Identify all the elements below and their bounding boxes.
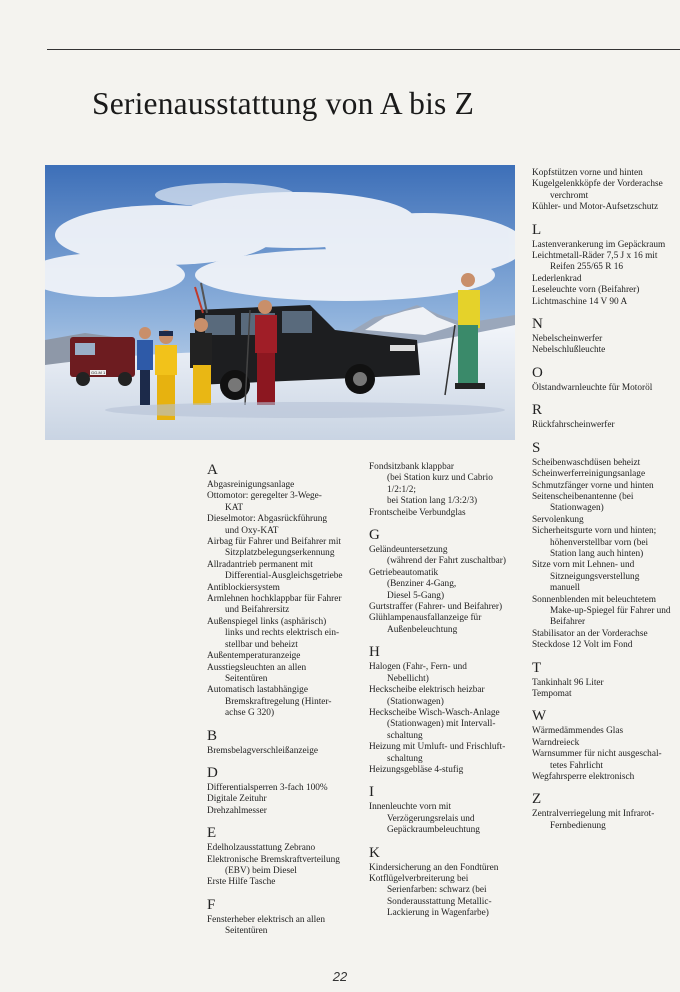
equipment-item-line: Gurtstraffer (Fahrer- und Beifahrer) bbox=[369, 602, 503, 613]
equipment-item bbox=[532, 689, 680, 700]
equipment-item-line: verchromt bbox=[550, 190, 589, 201]
equipment-item-line: Elektronische Bremskraftverteilung bbox=[207, 854, 340, 865]
section-letter: L bbox=[532, 221, 542, 238]
equipment-item bbox=[369, 462, 519, 508]
equipment-item-line: Kugelgelenkköpfe der Vorderachse bbox=[532, 179, 663, 190]
equipment-item bbox=[532, 469, 680, 480]
equipment-item-line: 1/2:1/2; bbox=[387, 484, 416, 495]
equipment-item-line: und Beifahrersitz bbox=[225, 605, 290, 616]
equipment-item bbox=[207, 560, 359, 583]
top-rule bbox=[47, 49, 680, 50]
section-letter: A bbox=[207, 462, 218, 478]
equipment-item-line: (EBV) beim Diesel bbox=[225, 865, 297, 876]
equipment-item-line: Heizung mit Umluft- und Frischluft- bbox=[369, 742, 506, 753]
equipment-item bbox=[532, 274, 680, 285]
equipment-item-line: Armlehnen hochklappbar für Fahrer bbox=[207, 594, 342, 605]
equipment-item bbox=[207, 855, 359, 878]
equipment-item-line: Kühler- und Motor-Aufsetzschutz bbox=[532, 202, 659, 213]
equipment-item bbox=[532, 749, 680, 772]
equipment-item bbox=[532, 420, 680, 431]
equipment-item-line: Scheinwerferreinigungsanlage bbox=[532, 469, 646, 480]
equipment-item-line: Differentialsperren 3-fach 100% bbox=[207, 782, 328, 793]
equipment-item-line: Differential-Ausgleichsgetriebe bbox=[225, 571, 343, 582]
section-letter: Z bbox=[532, 791, 542, 808]
equipment-item bbox=[532, 179, 680, 202]
van-plate: GG-M 1 bbox=[91, 370, 106, 375]
equipment-item-line: Kotflügelverbreiterung bei bbox=[369, 873, 469, 884]
equipment-item-line: Verzögerungsrelais und bbox=[387, 813, 475, 824]
section-letter: O bbox=[532, 364, 543, 381]
equipment-item-line: Diesel 5-Gang) bbox=[387, 590, 445, 601]
equipment-item bbox=[532, 251, 680, 274]
page-title: Serienausstattung von A bis Z bbox=[92, 86, 475, 121]
equipment-item-line: Gepäckraumbeleuchtung bbox=[387, 825, 480, 836]
equipment-item-line: Servolenkung bbox=[532, 514, 584, 525]
equipment-item-line: Außentemperaturanzeige bbox=[207, 651, 301, 662]
section-letter: T bbox=[532, 659, 542, 676]
equipment-item bbox=[532, 772, 680, 783]
equipment-item-line: Ausstiegsleuchten an allen bbox=[207, 662, 307, 673]
equipment-item bbox=[207, 617, 359, 651]
equipment-item-line: Lackierung in Wagenfarbe) bbox=[387, 908, 489, 919]
column-middle bbox=[369, 462, 519, 920]
equipment-item bbox=[207, 794, 359, 805]
equipment-item-line: Serienfarben: schwarz (bei bbox=[387, 885, 487, 896]
equipment-item-line: Warnsummer für nicht ausgeschal- bbox=[532, 749, 662, 760]
equipment-item-line: Heckscheibe Wisch-Wasch-Anlage bbox=[369, 707, 500, 718]
equipment-item-line: Kindersicherung an den Fondtüren bbox=[369, 862, 499, 873]
equipment-item-line: schaltung bbox=[387, 753, 423, 764]
section-letter: K bbox=[369, 844, 380, 861]
equipment-item bbox=[207, 685, 359, 719]
equipment-item-line: Sicherheitsgurte vorn und hinten; bbox=[532, 526, 657, 537]
equipment-item bbox=[207, 877, 359, 888]
equipment-item-line: Seitentüren bbox=[225, 926, 268, 937]
equipment-item bbox=[532, 334, 680, 345]
equipment-item bbox=[532, 629, 680, 640]
equipment-item-line: Tempomat bbox=[532, 689, 572, 699]
equipment-item-line: Zentralverriegelung mit Infrarot- bbox=[532, 809, 655, 820]
equipment-item-line: Sitze vorn mit Lehnen- und bbox=[532, 560, 635, 571]
equipment-item-line: Drehzahlmesser bbox=[207, 805, 267, 816]
equipment-item-line: Automatisch lastabhängige bbox=[207, 685, 308, 696]
equipment-item bbox=[369, 863, 519, 874]
equipment-item-line: Reifen 255/65 R 16 bbox=[550, 262, 624, 273]
equipment-item bbox=[207, 915, 359, 938]
equipment-item-line: Heckscheibe elektrisch heizbar bbox=[369, 685, 485, 696]
equipment-item bbox=[532, 383, 680, 394]
equipment-item-line: Erste Hilfe Tasche bbox=[207, 877, 276, 888]
section-letter: D bbox=[207, 764, 218, 781]
equipment-item-line: KAT bbox=[225, 502, 244, 513]
equipment-item-line: Ottomotor: geregelter 3-Wege- bbox=[207, 491, 322, 502]
equipment-item-line: Heizungsgebläse 4-stufig bbox=[369, 764, 464, 775]
equipment-item bbox=[207, 651, 359, 662]
equipment-item-line: Abgasreinigungsanlage bbox=[207, 480, 295, 490]
equipment-item-line: Nebelscheinwerfer bbox=[532, 334, 603, 345]
equipment-item bbox=[532, 678, 680, 689]
equipment-item-line: bei Station lang 1/3:2/3) bbox=[387, 496, 478, 507]
section-letter: S bbox=[532, 439, 541, 456]
equipment-item bbox=[207, 783, 359, 794]
equipment-item bbox=[532, 297, 680, 308]
equipment-item bbox=[369, 602, 519, 613]
equipment-item-line: Lederlenkrad bbox=[532, 273, 582, 284]
equipment-item-line: Seitentüren bbox=[225, 673, 268, 684]
section-letter: I bbox=[369, 784, 374, 801]
equipment-item-line: Sitzneigungsverstellung bbox=[550, 571, 640, 582]
equipment-item bbox=[532, 595, 680, 629]
equipment-item-line: Seitenscheibenantenne (bei bbox=[532, 491, 634, 502]
equipment-item-line: (Stationwagen) mit Intervall- bbox=[387, 719, 496, 730]
equipment-item bbox=[369, 613, 519, 636]
equipment-item-line: Sonnenblenden mit beleuchtetem bbox=[532, 594, 656, 605]
equipment-item-line: Allradantrieb permanent mit bbox=[207, 559, 313, 570]
equipment-item bbox=[207, 663, 359, 686]
equipment-item bbox=[532, 202, 680, 213]
column-left bbox=[207, 462, 359, 938]
equipment-item bbox=[532, 285, 680, 296]
photo-skiers-gelaendewagen bbox=[45, 165, 515, 440]
equipment-item-line: Leseleuchte vorn (Beifahrer) bbox=[532, 285, 640, 296]
equipment-item-line: Geländeuntersetzung bbox=[369, 545, 448, 556]
equipment-item-line: Innenleuchte vorn mit bbox=[369, 802, 452, 813]
equipment-item-line: manuell bbox=[550, 583, 580, 594]
equipment-item-line: tetes Fahrlicht bbox=[550, 760, 603, 771]
equipment-item-line: Antiblockiersystem bbox=[207, 582, 280, 593]
equipment-item bbox=[207, 480, 359, 491]
equipment-item bbox=[532, 640, 680, 651]
equipment-item bbox=[532, 738, 680, 749]
shadows bbox=[105, 402, 505, 418]
equipment-item bbox=[532, 492, 680, 515]
equipment-item-line: Station lang auch hinten) bbox=[550, 548, 644, 559]
equipment-item-line: Digitale Zeituhr bbox=[207, 794, 267, 805]
equipment-item-line: Fernbedienung bbox=[550, 820, 606, 831]
equipment-item bbox=[369, 765, 519, 776]
equipment-item-line: Sitzplatzbelegungserkennung bbox=[225, 548, 335, 559]
equipment-item bbox=[369, 708, 519, 742]
equipment-item-line: Edelholzausstattung Zebrano bbox=[207, 843, 316, 854]
equipment-item-line: Tankinhalt 96 Liter bbox=[532, 677, 604, 688]
equipment-item-line: Nebellicht) bbox=[387, 673, 429, 684]
section-letter: R bbox=[532, 402, 543, 419]
equipment-item bbox=[532, 809, 680, 832]
equipment-item-line: stellbar und beheizt bbox=[225, 639, 298, 650]
equipment-item bbox=[207, 594, 359, 617]
equipment-item-line: Beifahrer bbox=[550, 617, 586, 628]
equipment-item bbox=[369, 508, 519, 519]
section-letter: H bbox=[369, 644, 380, 661]
equipment-item-line: (Benziner 4-Gang, bbox=[387, 579, 457, 590]
equipment-item-line: (bei Station kurz und Cabrio bbox=[387, 473, 493, 484]
page-number: 22 bbox=[332, 969, 348, 984]
equipment-item-line: Fensterheber elektrisch an allen bbox=[207, 914, 325, 925]
equipment-item-line: Getriebeautomatik bbox=[369, 567, 439, 578]
equipment-item-line: Stationwagen) bbox=[550, 503, 604, 514]
section-letter: N bbox=[532, 316, 543, 333]
equipment-item bbox=[532, 168, 680, 179]
equipment-item bbox=[207, 491, 359, 514]
equipment-item-line: Außenbeleuchtung bbox=[387, 624, 458, 635]
equipment-item-line: Airbag für Fahrer und Beifahrer mit bbox=[207, 537, 341, 548]
equipment-item bbox=[207, 583, 359, 594]
equipment-item-line: (Stationwagen) bbox=[387, 696, 444, 707]
equipment-item-line: links und rechts elektrisch ein- bbox=[225, 628, 340, 639]
equipment-item bbox=[369, 874, 519, 920]
section-letter: E bbox=[207, 825, 217, 842]
section-letter: G bbox=[369, 527, 380, 544]
equipment-item-line: Außenspiegel links (asphärisch) bbox=[207, 616, 327, 627]
equipment-item-line: Steckdose 12 Volt im Fond bbox=[532, 640, 633, 651]
equipment-item bbox=[532, 345, 680, 356]
equipment-item-line: (während der Fahrt zuschaltbar) bbox=[387, 556, 506, 567]
equipment-item-line: Stabilisator an der Vorderachse bbox=[532, 628, 648, 639]
equipment-item bbox=[532, 726, 680, 737]
equipment-item-line: Fondsitzbank klappbar bbox=[369, 462, 454, 472]
section-letter: W bbox=[532, 708, 547, 725]
equipment-item-line: Kopfstützen vorne und hinten bbox=[532, 168, 643, 178]
equipment-item-line: höhenverstellbar vorn (bei bbox=[550, 537, 649, 548]
equipment-item bbox=[532, 526, 680, 560]
equipment-item bbox=[369, 568, 519, 602]
equipment-item bbox=[369, 685, 519, 708]
equipment-item-line: Schmutzfänger vorne und hinten bbox=[532, 480, 654, 491]
equipment-item-line: Ölstandwarnleuchte für Motoröl bbox=[532, 382, 653, 393]
equipment-item-line: schaltung bbox=[387, 730, 423, 741]
equipment-item-line: Scheibenwaschdüsen beheizt bbox=[532, 457, 641, 468]
column-right bbox=[532, 168, 680, 832]
equipment-item-line: achse G 320) bbox=[225, 708, 275, 719]
equipment-item-line: Dieselmotor: Abgasrückführung bbox=[207, 514, 328, 525]
equipment-item-line: Sonderausstattung Metallic- bbox=[387, 896, 492, 907]
equipment-item bbox=[369, 545, 519, 568]
equipment-item-line: Glühlampenausfallanzeige für bbox=[369, 613, 482, 624]
equipment-item-line: Bremskraftregelung (Hinter- bbox=[225, 696, 332, 707]
equipment-item-line: Rückfahrscheinwerfer bbox=[532, 420, 615, 431]
equipment-item bbox=[369, 802, 519, 836]
equipment-item-line: Frontscheibe Verbundglas bbox=[369, 507, 466, 518]
equipment-item bbox=[207, 746, 359, 757]
equipment-item bbox=[369, 742, 519, 765]
equipment-item-line: Halogen (Fahr-, Fern- und bbox=[369, 662, 467, 673]
section-letter: B bbox=[207, 727, 218, 744]
equipment-item bbox=[532, 515, 680, 526]
equipment-item bbox=[207, 537, 359, 560]
equipment-item-line: Lichtmaschine 14 V 90 A bbox=[532, 296, 628, 307]
section-letter: F bbox=[207, 896, 216, 913]
equipment-item-line: Lastenverankerung im Gepäckraum bbox=[532, 239, 666, 250]
equipment-item bbox=[207, 843, 359, 854]
equipment-item-line: Wärmedämmendes Glas bbox=[532, 726, 624, 737]
equipment-item bbox=[532, 458, 680, 469]
equipment-item-line: Warndreieck bbox=[532, 737, 580, 748]
equipment-item-line: und Oxy-KAT bbox=[225, 525, 279, 536]
equipment-item bbox=[207, 514, 359, 537]
equipment-item bbox=[532, 240, 680, 251]
equipment-item bbox=[369, 662, 519, 685]
equipment-item bbox=[532, 481, 680, 492]
equipment-item-line: Nebelschlußleuchte bbox=[532, 345, 606, 356]
equipment-item-line: Wegfahrsperre elektronisch bbox=[532, 772, 635, 783]
equipment-item-line: Make-up-Spiegel für Fahrer und bbox=[550, 605, 671, 616]
equipment-item bbox=[532, 560, 680, 594]
equipment-item-line: Bremsbelagverschleißanzeige bbox=[207, 745, 318, 756]
equipment-item-line: Leichtmetall-Räder 7,5 J x 16 mit bbox=[532, 251, 658, 262]
equipment-item bbox=[207, 806, 359, 817]
